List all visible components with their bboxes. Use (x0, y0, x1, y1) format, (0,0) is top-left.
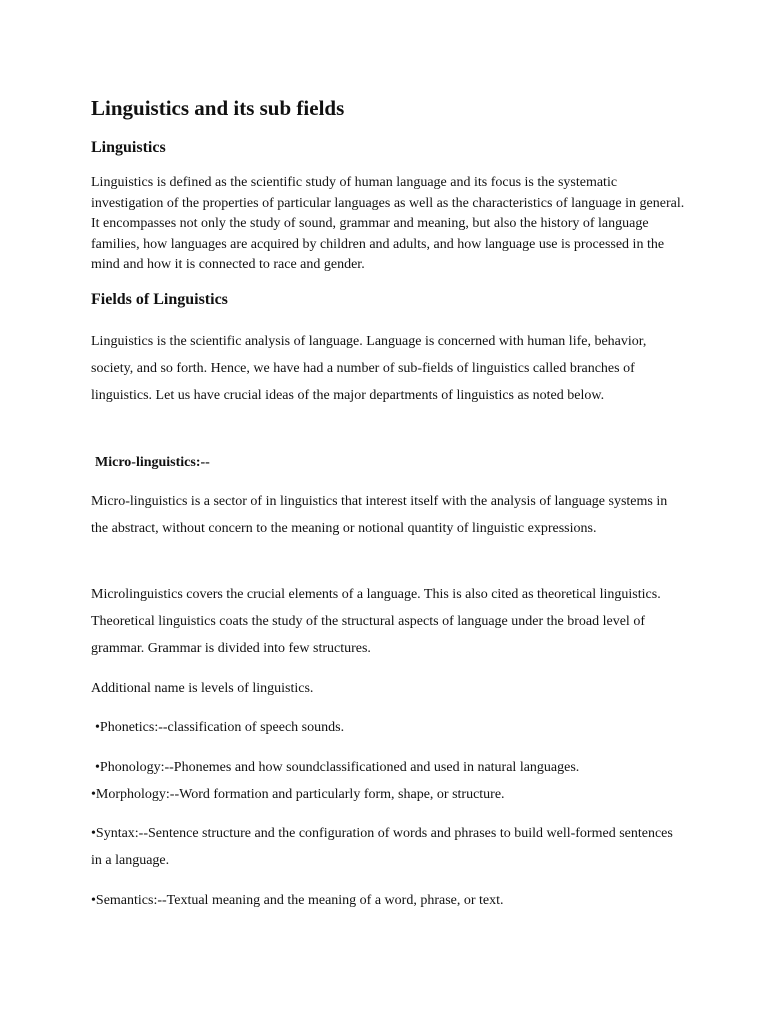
paragraph-definition: Linguistics is defined as the scientific study of human language and its focus is the systematic investigation of the properties of particular languages as well as the characteristics of language in general. It encompasses not only the study of sound, grammar and meaning, but also the history of language families, how languages are acquired by children and adults, and how language use is processed in the mind and how it is connected to race and gender. (91, 175, 685, 272)
paragraph-micro-1: Micro-linguistics is a sector of in linguistics that interest itself with the analysis of language systems in the abstract, without concern to the meaning or notional quantity of linguistic expressions. (91, 494, 668, 536)
paragraph-levels: Additional name is levels of linguistics. (91, 681, 314, 696)
heading-fields-of-linguistics: Fields of Linguistics (91, 291, 228, 308)
list-item-morphology: •Morphology:--Word formation and particularly form, shape, or structure. (91, 787, 505, 802)
paragraph-fields: Linguistics is the scientific analysis of language. Language is concerned with human life, behavior, society, and so forth. Hence, we have had a number of sub-fields of linguistics called branches of linguistics. Let us have crucial ideas of the major departments of linguistics as noted below. (91, 334, 647, 403)
list-item-semantics: •Semantics:--Textual meaning and the meaning of a word, phrase, or text. (91, 893, 504, 908)
list-item-phonology: •Phonology:--Phonemes and how soundclassificationed and used in natural languages. (95, 760, 580, 775)
list-item-syntax: •Syntax:--Sentence structure and the configuration of words and phrases to build well-formed sentences in a language. (91, 826, 673, 868)
paragraph-micro-2: Microlinguistics covers the crucial elements of a language. This is also cited as theoretical linguistics. Theoretical linguistics coats the study of the structural aspects of language under the broad level of grammar. Grammar is divided into few structures. (91, 587, 661, 656)
page-title: Linguistics and its sub fields (91, 96, 345, 120)
heading-micro-linguistics: Micro-linguistics:-- (95, 455, 210, 470)
list-item-phonetics: •Phonetics:--classification of speech sounds. (95, 720, 345, 735)
heading-linguistics: Linguistics (91, 139, 166, 156)
